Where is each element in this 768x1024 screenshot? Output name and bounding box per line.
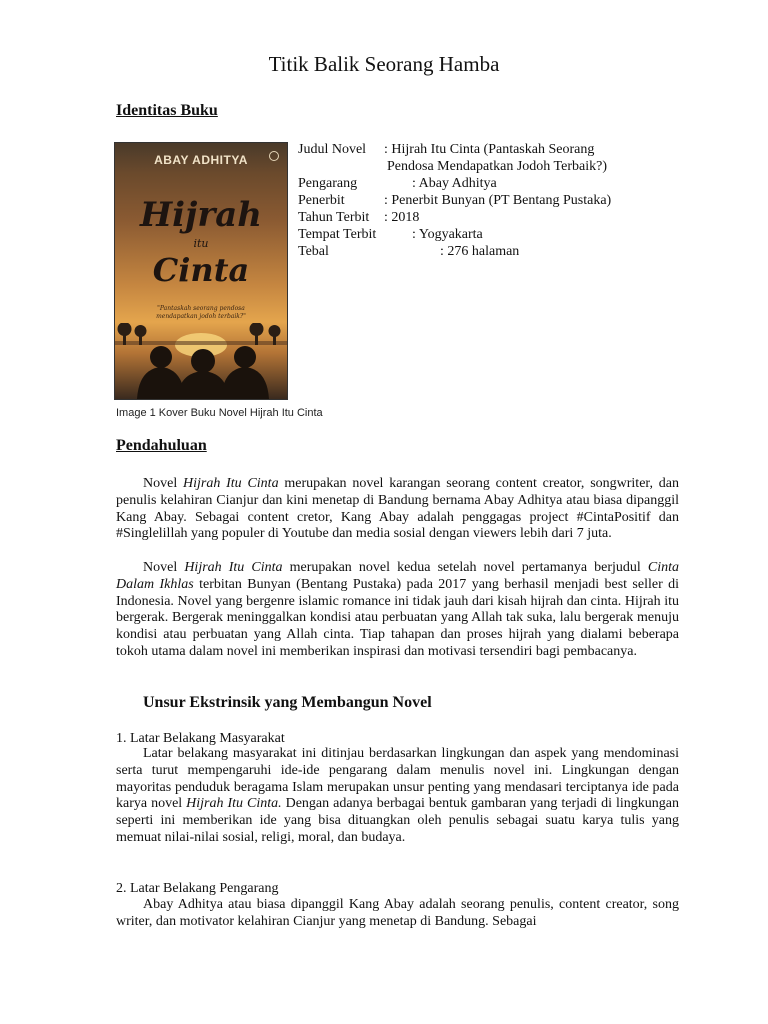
cover-silhouettes-illustration (115, 323, 287, 399)
identity-label: Judul Novel (298, 142, 367, 157)
identity-label: Tahun Terbit (298, 210, 370, 225)
book-title-italic: Hijrah Itu Cinta. (186, 796, 282, 812)
text-run: Latar belakang masyarakat ini ditinjau berdasarkan lingkungan dan aspek yang mendominasi serta turut mempengaruhi ide-ide pengarang dalam menulis novel ini. Lingkungan dengan mayoritas penduduk beragama Islam merupakan unsur penting yang mendasari terciptanya ide pada karya novel (116, 746, 679, 812)
identity-value: : Hijrah Itu Cinta (Pantaskah Seorang (384, 142, 595, 157)
identity-value: : Yogyakarta (412, 227, 483, 242)
extrinsic-heading: Unsur Ekstrinsik yang Membangun Novel (143, 694, 432, 711)
intro-paragraph-1 (116, 476, 679, 543)
identity-label: Pengarang (298, 176, 358, 191)
cover-title-line2: itu (193, 237, 209, 250)
identity-heading: Identitas Buku (116, 102, 218, 119)
text-run: merupakan novel karangan seorang content creator, songwriter, dan penulis kelahiran Cianjur dan kini menetap di Bandung bernama Abay Adhitya atau biasa dipanggil Kang Abay. Sebagai content cretor, Kang Abay adalah penggagas project #CintaPositif dan #Singlelillah yang populer di Youtube dan media sosial dengan viewers lebih dari 7 juta. (116, 476, 679, 542)
cover-title-line3: Cinta (152, 251, 250, 289)
cover-tagline: "Pantaskah seorang pendosa mendapatkan jodoh terbaik?" (156, 305, 246, 320)
text-run: terbitan Bunyan (Bentang Pustaka) pada 2017 yang berhasil menjadi best seller di Indonesia. Novel yang bergenre islamic romance ini tidak jauh dari kisah hijrah dan cinta. Hijrah itu bergerak. Bergerak meninggalkan kondisi atau perbuatan yang Allah tak suka, lalu bergerak menuju kondisi atau perbuatan yang Allah cinta. Tiap tahapan dan proses hijrah yang dialami beberapa tokoh utama dalam novel ini memberikan inspirasi dan motivasi tersendiri bagi pembacanya. (116, 576, 680, 659)
text-run: Dengan adanya berbagai bentuk gambaran yang terjadi di lingkungan seperti ini memberikan ide yang bisa dituangkan oleh penulis sebagai suatu karya tulis yang memuat nilai-nilai sosial, religi, moral, dan budaya. (116, 796, 679, 845)
item-1-title: 1. Latar Belakang Masyarakat (116, 731, 285, 746)
intro-paragraph-2 (116, 560, 679, 661)
book-title-italic: Cinta Dalam Ikhlas (116, 560, 679, 592)
text-run: Novel (143, 560, 185, 575)
item-2-title: 2. Latar Belakang Pengarang (116, 881, 279, 896)
item-1-paragraph (116, 746, 679, 847)
cover-caption: Image 1 Kover Buku Novel Hijrah Itu Cinta (116, 407, 323, 419)
identity-value: : Penerbit Bunyan (PT Bentang Pustaka) (384, 193, 612, 208)
book-cover-image (114, 142, 288, 400)
text-run: Abay Adhitya atau biasa dipanggil Kang Abay adalah seorang penulis, content creator, song writer, dan motivator kelahiran Cianjur yang menetap di Bandung. Sebagai (116, 897, 679, 929)
cover-author: ABAY ADHITYA (154, 153, 248, 167)
cover-title-line1: Hijrah (139, 195, 262, 235)
identity-value: Pendosa Mendapatkan Jodoh Terbaik?) (387, 159, 607, 174)
identity-label: Tebal (298, 244, 329, 259)
text-run: Novel (143, 476, 183, 491)
identity-value: : 2018 (384, 210, 420, 225)
identity-label: Tempat Terbit (298, 227, 377, 242)
identity-value: : Abay Adhitya (412, 176, 497, 191)
identity-label: Penerbit (298, 193, 345, 208)
book-title-italic: Hijrah Itu Cinta (183, 476, 279, 491)
document-title: Titik Balik Seorang Hamba (268, 52, 500, 76)
text-run: merupakan novel kedua setelah novel pertamanya berjudul (282, 560, 648, 575)
item-2-paragraph (116, 897, 679, 931)
identity-value: : 276 halaman (440, 244, 520, 259)
book-title-italic: Hijrah Itu Cinta (184, 560, 283, 575)
intro-heading: Pendahuluan (116, 437, 207, 454)
